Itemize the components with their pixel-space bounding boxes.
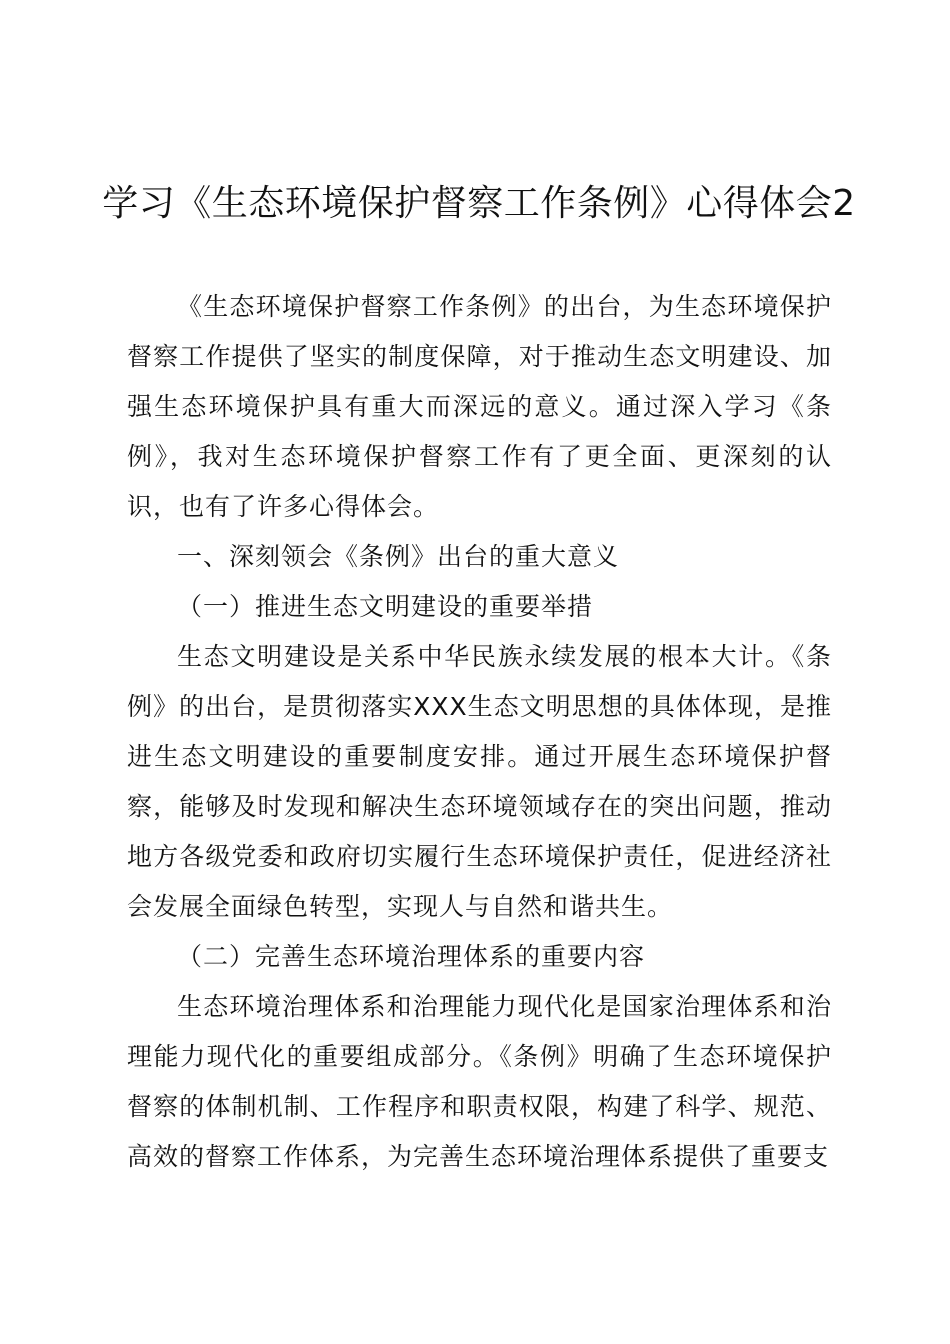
document-title: 学习《生态环境保护督察工作条例》心得体会2: [102, 183, 856, 224]
paragraph-intro: 《生态环境保护督察工作条例》的出台，为生态环境保护督察工作提供了坚实的制度保障，对于推动生态文明建设、加强生态环境保护具有重大而深远的意义。通过深入学习《条例》，我对生态环境保护督察工作有了更全面、更深刻的认识，也有了许多心得体会。: [127, 292, 832, 521]
paragraph-subsection-2: 生态环境治理体系和治理能力现代化是国家治理体系和治理能力现代化的重要组成部分。《条例》明确了生态环境保护督察的体制机制、工作程序和职责权限，构建了科学、规范、高效的督察工作体系，为完善生态环境治理体系提供了重要支: [127, 992, 832, 1171]
subsection-heading-2: （二）完善生态环境治理体系的重要内容: [177, 942, 646, 971]
section-heading-1: 一、深刻领会《条例》出台的重大意义: [177, 542, 620, 571]
subsection-heading-1: （一）推进生态文明建设的重要举措: [177, 592, 594, 621]
paragraph-subsection-1: 生态文明建设是关系中华民族永续发展的根本大计。《条例》的出台，是贯彻落实XXX生态文明思想的具体体现，是推进生态文明建设的重要制度安排。通过开展生态环境保护督察，能够及时发现和解决生态环境领域存在的突出问题，推动地方各级党委和政府切实履行生态环境保护责任，促进经济社会发展全面绿色转型，实现人与自然和谐共生。: [127, 642, 832, 921]
document-body: [127, 282, 832, 1182]
